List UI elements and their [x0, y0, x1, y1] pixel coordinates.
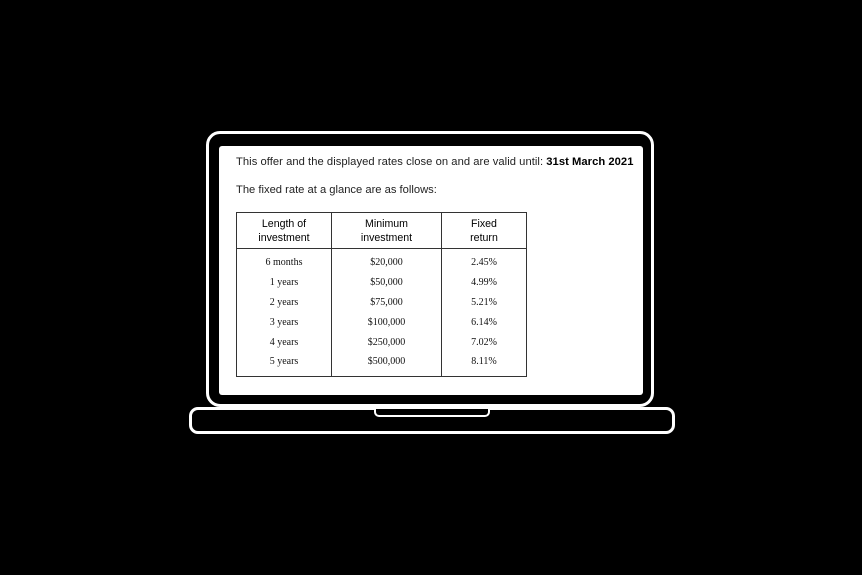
cell-minimum: $75,000 — [332, 293, 442, 313]
header-fixed — [442, 213, 527, 249]
offer-close-label: This offer and the displayed rates close on and are valid until: — [236, 156, 544, 168]
cell-length: 5 years — [237, 352, 332, 376]
cell-fixed: 7.02% — [442, 332, 527, 352]
header-length-line2: investment — [258, 232, 310, 244]
cell-length: 6 months — [237, 249, 332, 273]
laptop-screen — [219, 146, 643, 395]
header-minimum-line2: investment — [360, 232, 413, 244]
table-row — [237, 273, 527, 293]
header-fixed-line2: return — [470, 232, 498, 244]
table-row — [237, 293, 527, 313]
rates-glance-text: The fixed rate at a glance are as follows: — [236, 184, 437, 196]
cell-minimum: $500,000 — [332, 352, 442, 376]
cell-minimum: $100,000 — [332, 312, 442, 332]
header-fixed-line1: Fixed — [471, 218, 497, 230]
cell-length: 4 years — [237, 332, 332, 352]
header-minimum-line1: Minimum — [365, 218, 408, 230]
cell-minimum: $20,000 — [332, 249, 442, 273]
cell-minimum: $50,000 — [332, 273, 442, 293]
header-length — [237, 213, 332, 249]
table-row — [237, 352, 527, 376]
cell-minimum: $250,000 — [332, 332, 442, 352]
table-row — [237, 249, 527, 273]
offer-close-text — [236, 156, 633, 168]
cell-fixed: 4.99% — [442, 273, 527, 293]
cell-length: 2 years — [237, 293, 332, 313]
header-length-line1: Length of — [261, 218, 307, 230]
cell-length: 1 years — [237, 273, 332, 293]
header-minimum — [332, 213, 442, 249]
offer-close-date: 31st March 2021 — [546, 156, 634, 168]
rates-table — [236, 212, 527, 377]
laptop-notch — [374, 409, 490, 417]
table-row — [237, 332, 527, 352]
cell-fixed: 5.21% — [442, 293, 527, 313]
cell-fixed: 6.14% — [442, 312, 527, 332]
cell-fixed: 2.45% — [442, 249, 527, 273]
cell-length: 3 years — [237, 312, 332, 332]
table-row — [237, 312, 527, 332]
table-header-row — [237, 213, 527, 249]
cell-fixed: 8.11% — [442, 352, 527, 376]
